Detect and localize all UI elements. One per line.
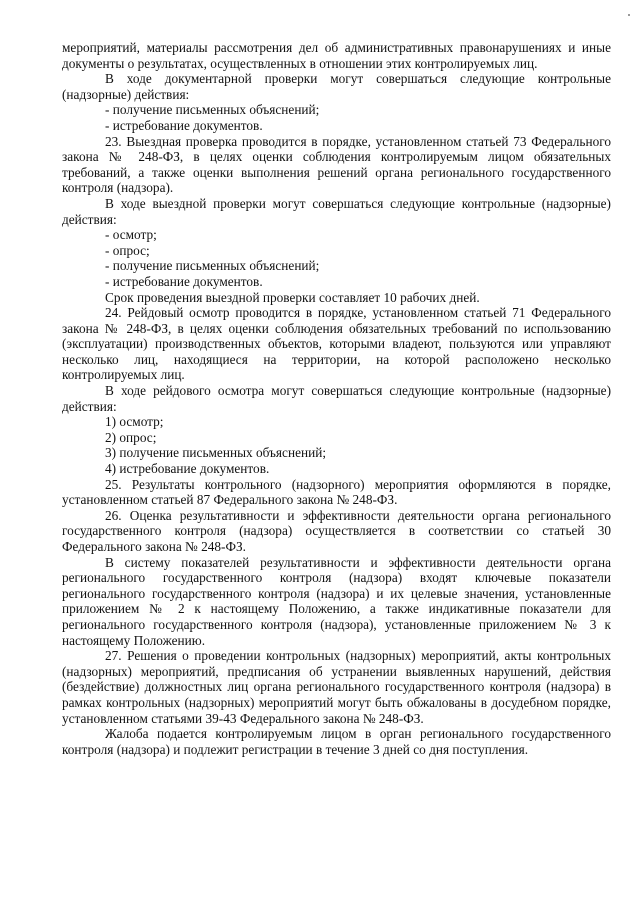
paragraph-clause-27: 27. Решения о проведении контрольных (надзорных) мероприятий, акты контрольных (надзорных) мероприятий, предписания об устранении выявленных нарушений, действия (бездействие) должностных лиц органа регионального государственного контроля (надзора) в рамках контрольных (надзорных) мероприятий могут быть обжалованы в досудебном порядке, установленном статьями 39-43 Федерального закона № 248-ФЗ. <box>62 648 611 726</box>
paragraph-indicators: В систему показателей результативности и эффективности деятельности органа регионального государственного контроля (надзора) входят ключевые показатели регионального государственного контроля (надзора) и их целевые значения, установленные приложением № 2 к настоящему Положению, а также индикативные показатели для регионального государственного контроля (надзора), установленные приложением № 3 к настоящему Положению. <box>62 554 611 648</box>
list-item: - опрос; <box>105 242 150 258</box>
paragraph-onsite-check-actions: В ходе выездной проверки могут совершаться следующие контрольные (надзорные) действия: <box>62 195 611 227</box>
list-item: 4) истребование документов. <box>105 461 270 477</box>
list-item: - истребование документов. <box>105 273 263 289</box>
paragraph-documentary-check-actions: В ходе документарной проверки могут совершаться следующие контрольные (надзорные) действия: <box>62 71 611 102</box>
list-item: 3) получение письменных объяснений; <box>105 445 327 461</box>
paragraph-onsite-check-term: Срок проведения выездной проверки составляет 10 рабочих дней. <box>105 289 480 305</box>
list-item: - истребование документов. <box>105 117 263 133</box>
document-body <box>62 40 611 757</box>
paragraph-raid-inspection-actions: В ходе рейдового осмотра могут совершаться следующие контрольные (надзорные) действия: <box>62 383 611 414</box>
list-item: - осмотр; <box>105 227 157 243</box>
paragraph-continuation: мероприятий, материалы рассмотрения дел об административных правонарушениях и иные документы о результатах, осуществленных в отношении этих контролируемых лиц. <box>62 40 611 71</box>
list-item: 2) опрос; <box>105 429 157 445</box>
paragraph-clause-26: 26. Оценка результативности и эффективности деятельности органа регионального государственного контроля (надзора) осуществляется в соответствии со статьей 30 Федерального закона № 248-ФЗ. <box>62 507 611 554</box>
paragraph-clause-24: 24. Рейдовый осмотр проводится в порядке, установленном статьей 71 Федерального закона № 248-ФЗ, в целях оценки соблюдения обязательных требований по использованию (эксплуатации) производственных объектов, которыми владеют, пользуются или управляют несколько лиц, находящиеся на территории, на которой расположено несколько контролируемых лиц. <box>62 305 611 383</box>
list-item: 1) осмотр; <box>105 414 164 430</box>
paragraph-complaint: Жалоба подается контролируемым лицом в орган регионального государственного контроля (надзора) и подлежит регистрации в течение 3 дней со дня поступления. <box>62 726 611 757</box>
list-item: - получение письменных объяснений; <box>105 258 320 274</box>
list-item: - получение письменных объяснений; <box>105 102 320 118</box>
scan-speck <box>628 14 630 16</box>
paragraph-clause-23: 23. Выездная проверка проводится в порядке, установленном статьей 73 Федерального закона № 248-ФЗ, в целях оценки соблюдения контролируемым лицом обязательных требований, а также оценки выполнения решений органа регионального государственного контроля (надзора). <box>62 133 611 196</box>
paragraph-clause-25: 25. Результаты контрольного (надзорного) мероприятия оформляются в порядке, установленном статьей 87 Федерального закона № 248-ФЗ. <box>62 476 611 508</box>
